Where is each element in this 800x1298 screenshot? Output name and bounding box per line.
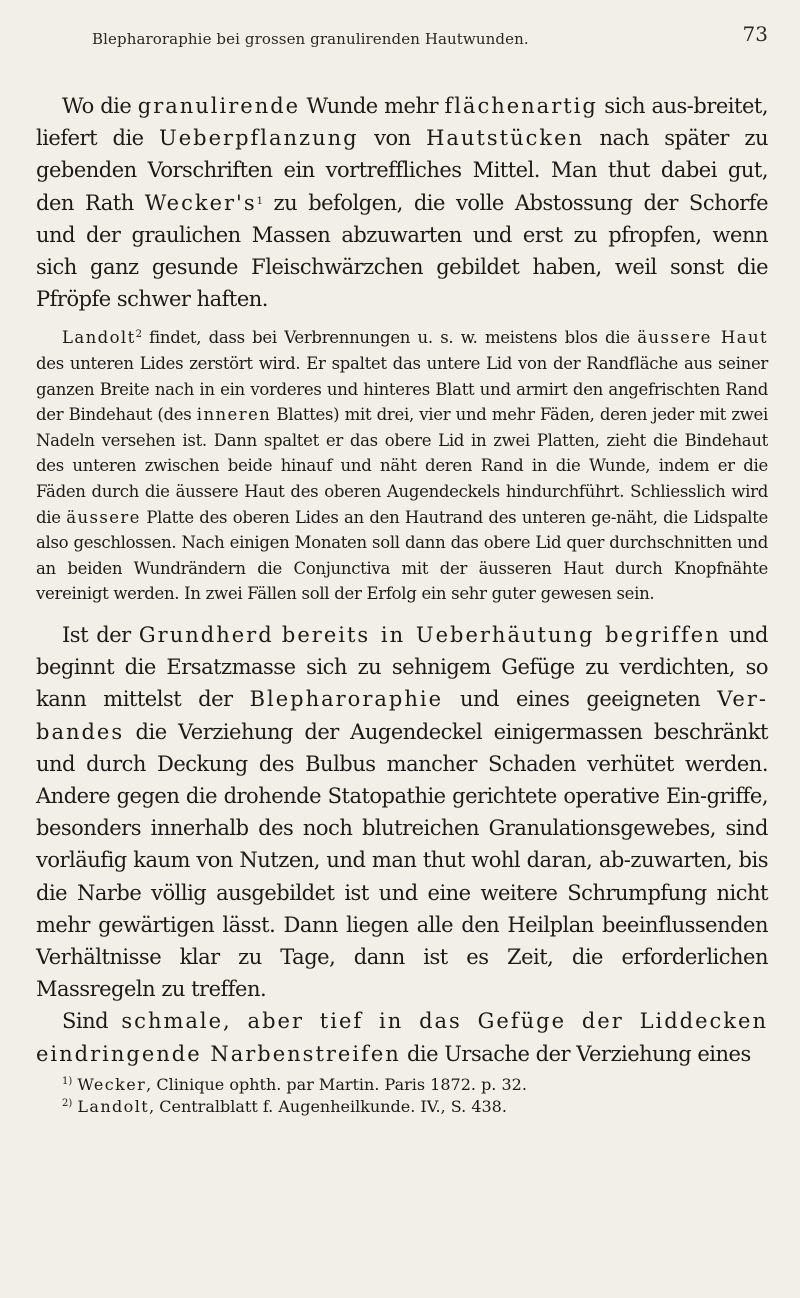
spaced-term: äussere: [66, 507, 141, 527]
footnote-author: Wecker: [77, 1074, 147, 1094]
author-landolt: Landolt: [62, 328, 136, 348]
footnote-2: [62, 1096, 768, 1118]
spaced-term: Blepharoraphie: [249, 687, 443, 712]
spaced-term: flächenartig: [444, 94, 598, 118]
spaced-term: Ueberpflanzung: [159, 126, 359, 151]
author-wecker: Wecker's: [144, 190, 257, 215]
footnote-mark: 2): [62, 1097, 73, 1109]
text-run: sich aus-breitet, liefert die: [36, 94, 768, 151]
text-run: zu befolgen, die volle Abstossung der Schorfe und der graulichen Massen abzuwarten und erst zu pfropfen, wenn sich ganz gesunde Fleischwärzchen gebildet haben, weil sonst die Pfröpfe schwer haften.: [36, 190, 768, 312]
footnote-ref-1: 1: [256, 195, 263, 207]
spaced-term: bereits in Ueberhäutung begriffen: [281, 622, 721, 647]
spaced-term: granulirende: [137, 94, 301, 118]
paragraph-granulating-wound: [36, 90, 768, 315]
text-run: Ist der: [62, 622, 139, 647]
text-run: findet, dass bei Verbrennungen u. s. w. meistens blos die: [141, 328, 638, 348]
text-run: die Ursache der Verziehung eines: [400, 1041, 751, 1066]
paragraph-landolt: [36, 325, 768, 607]
footnote-text: , Centralblatt f. Augenheilkunde. IV., S. 438.: [149, 1096, 507, 1116]
text-run: Blattes) mit drei, vier und mehr Fäden, deren jeder mit zwei Nadeln versehen ist. Dann spaltet er das obere Lid in zwei Platten, zieht die Bindehaut des unteren zwischen beide hinauf und näht deren Rand in die Wunde, indem er die Fäden durch die äussere Haut des oberen Augendeckels hindurchführt. Schliesslich wird die: [36, 405, 769, 527]
text-run: Platte des oberen Lides an den Hautrand des unteren ge-näht, die Lidspalte also geschlossen. Nach einigen Monaten soll dann das obere Lid quer durchschnitten und an beiden Wundrändern die Conjunctiva mit der äusseren Haut durch Knopfnähte vereinigt werden. In zwei Fällen soll der Erfolg ein sehr guter gewesen sein.: [36, 507, 768, 604]
spaced-term: Hautstücken: [426, 126, 585, 151]
page-header: [36, 18, 768, 54]
page-number: 73: [742, 22, 768, 46]
spaced-term: Grundherd: [138, 622, 274, 647]
text-run: die Verziehung der Augendeckel einigermassen beschränkt und durch Deckung des Bulbus mancher Schaden verhütet werden. Andere gegen die drohende Statopathie gerichtete operative Ein-griffe, besonders innerhalb des noch blutreichen Granulationsgewebes, sind vorläufig kaum von Nutzen, und man thut wohl daran, ab-zuwarten, bis die Narbe völlig ausgebildet ist und eine weitere Schrumpfung nicht mehr gewärtigen lässt. Dann liegen alle den Heilplan beeinflussenden Verhältnisse klar zu Tage, dann ist es Zeit, die erforderlichen Massregeln zu treffen.: [36, 719, 768, 1002]
footnotes: [62, 1074, 768, 1118]
book-page: [36, 18, 768, 1118]
paragraph-grundherd: [36, 619, 768, 1005]
text-run: nach später zu gebenden Vorschriften ein vortreffliches Mittel. Man thut dabei gut, den Rath: [36, 126, 768, 215]
footnote-author: Landolt: [77, 1096, 150, 1116]
footnote-mark: 1): [62, 1075, 73, 1087]
paragraph-narbenstreifen: [36, 1005, 768, 1069]
spaced-term: äussere Haut: [637, 328, 768, 348]
spaced-term: inneren: [196, 405, 272, 425]
running-head: Blepharoraphie bei grossen granulirenden Hautwunden.: [92, 30, 529, 48]
text-run: und eines geeigneten: [443, 687, 718, 712]
text-run: Wo die: [62, 94, 138, 118]
text-run: [274, 623, 282, 647]
footnote-text: , Clinique ophth. par Martin. Paris 1872. p. 32.: [146, 1074, 527, 1094]
text-run: des unteren Lides zerstört wird. Er spaltet das untere Lid von der Randfläche aus seiner ganzen Breite nach in ein vorderes und hinteres Blatt und armirt den angefrischten Rand der Bindehaut (des: [36, 354, 768, 425]
spaced-term: schmale, aber tief in das Gefüge der Liddecken eindringende Narbenstreifen: [36, 1009, 768, 1066]
footnote-ref-2: 2: [135, 329, 142, 341]
text-run: Wunde mehr: [300, 94, 445, 118]
footnote-1: [62, 1074, 768, 1096]
text-run: Sind: [62, 1009, 122, 1034]
spaced-term: Ver-bandes: [36, 687, 768, 744]
text-run: und beginnt die Ersatzmasse sich zu sehnigem Gefüge zu verdichten, so kann mittelst der: [36, 622, 768, 712]
text-run: von: [358, 126, 427, 151]
